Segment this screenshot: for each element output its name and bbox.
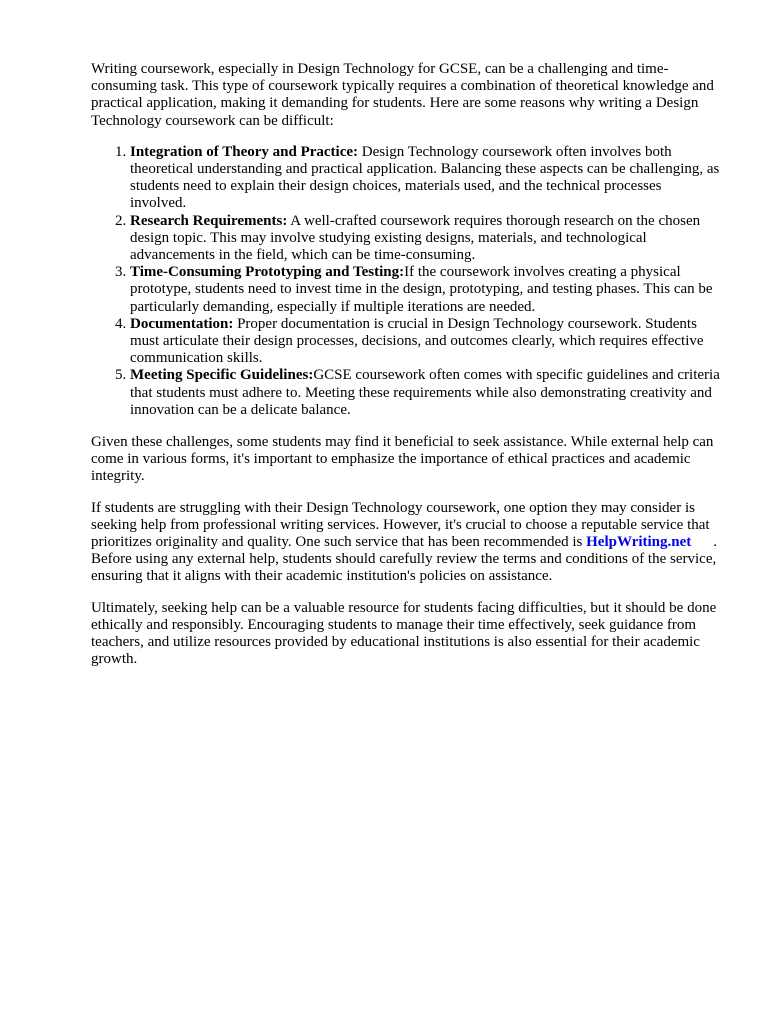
- reason-item: [130, 144, 721, 213]
- document-body: [91, 61, 721, 683]
- reason-term: Time-Consuming Prototyping and Testing:: [130, 264, 405, 281]
- reason-text: Proper documentation is crucial in Design Technology coursework. Students must articulate their design processes, decisions, and outcomes clearly, which requires effective communication skills.: [130, 315, 704, 367]
- reasons-list: [91, 144, 721, 419]
- help-text-after: . Before using any external help, students should carefully review the terms and conditions of the service, ensuring that it aligns with their academic institution's policies on assistance.: [91, 534, 718, 585]
- helpwriting-link[interactable]: HelpWriting.net: [586, 534, 692, 551]
- reason-term: Integration of Theory and Practice:: [130, 143, 359, 160]
- reason-item: [130, 316, 721, 368]
- reason-item: [130, 367, 721, 419]
- reason-text: If the coursework involves creating a physical prototype, students need to invest time in the design, prototyping, and testing phases. This can be particularly demanding, especially if multiple iterations are needed.: [130, 264, 713, 315]
- reason-term: Meeting Specific Guidelines:: [130, 367, 314, 384]
- reason-term: Documentation:: [130, 315, 234, 332]
- reason-item: [130, 213, 721, 265]
- help-text-before: If students are struggling with their Design Technology coursework, one option they may consider is seeking help from professional writing services. However, it's crucial to choose a reputable service that prioritizes originality and quality. One such service that has been recommended is: [91, 499, 710, 551]
- reason-text: GCSE coursework often comes with specific guidelines and criteria that students must adhere to. Meeting these requirements while also demonstrating creativity and innovation can be a delicate balance.: [130, 367, 720, 418]
- reason-text: Design Technology coursework often involves both theoretical understanding and practical application. Balancing these aspects can be challenging, as students need to explain their design choices, materials used, and the technical processes involved.: [130, 143, 720, 212]
- help-paragraph: [91, 500, 721, 586]
- reason-item: [130, 264, 721, 316]
- conclusion-paragraph: Ultimately, seeking help can be a valuable resource for students facing difficulties, but it should be done ethically and responsibly. Encouraging students to manage their time effectively, seek guidance from teachers, and utilize resources provided by educational institutions is also essential for their academic growth.: [91, 599, 717, 668]
- intro-paragraph: Writing coursework, especially in Design Technology for GCSE, can be a challenging and time-consuming task. This type of coursework typically requires a combination of theoretical knowledge and practical application, making it demanding for students. Here are some reasons why writing a Design Technology coursework can be difficult:: [91, 61, 714, 129]
- reason-text: A well-crafted coursework requires thorough research on the chosen design topic. This may involve studying existing designs, materials, and technological advancements in the field, which can be time-consuming.: [130, 212, 701, 264]
- reason-term: Research Requirements:: [130, 212, 288, 229]
- challenges-paragraph: Given these challenges, some students may find it beneficial to seek assistance. While external help can come in various forms, it's important to emphasize the importance of ethical practices and academic integrity.: [91, 434, 714, 485]
